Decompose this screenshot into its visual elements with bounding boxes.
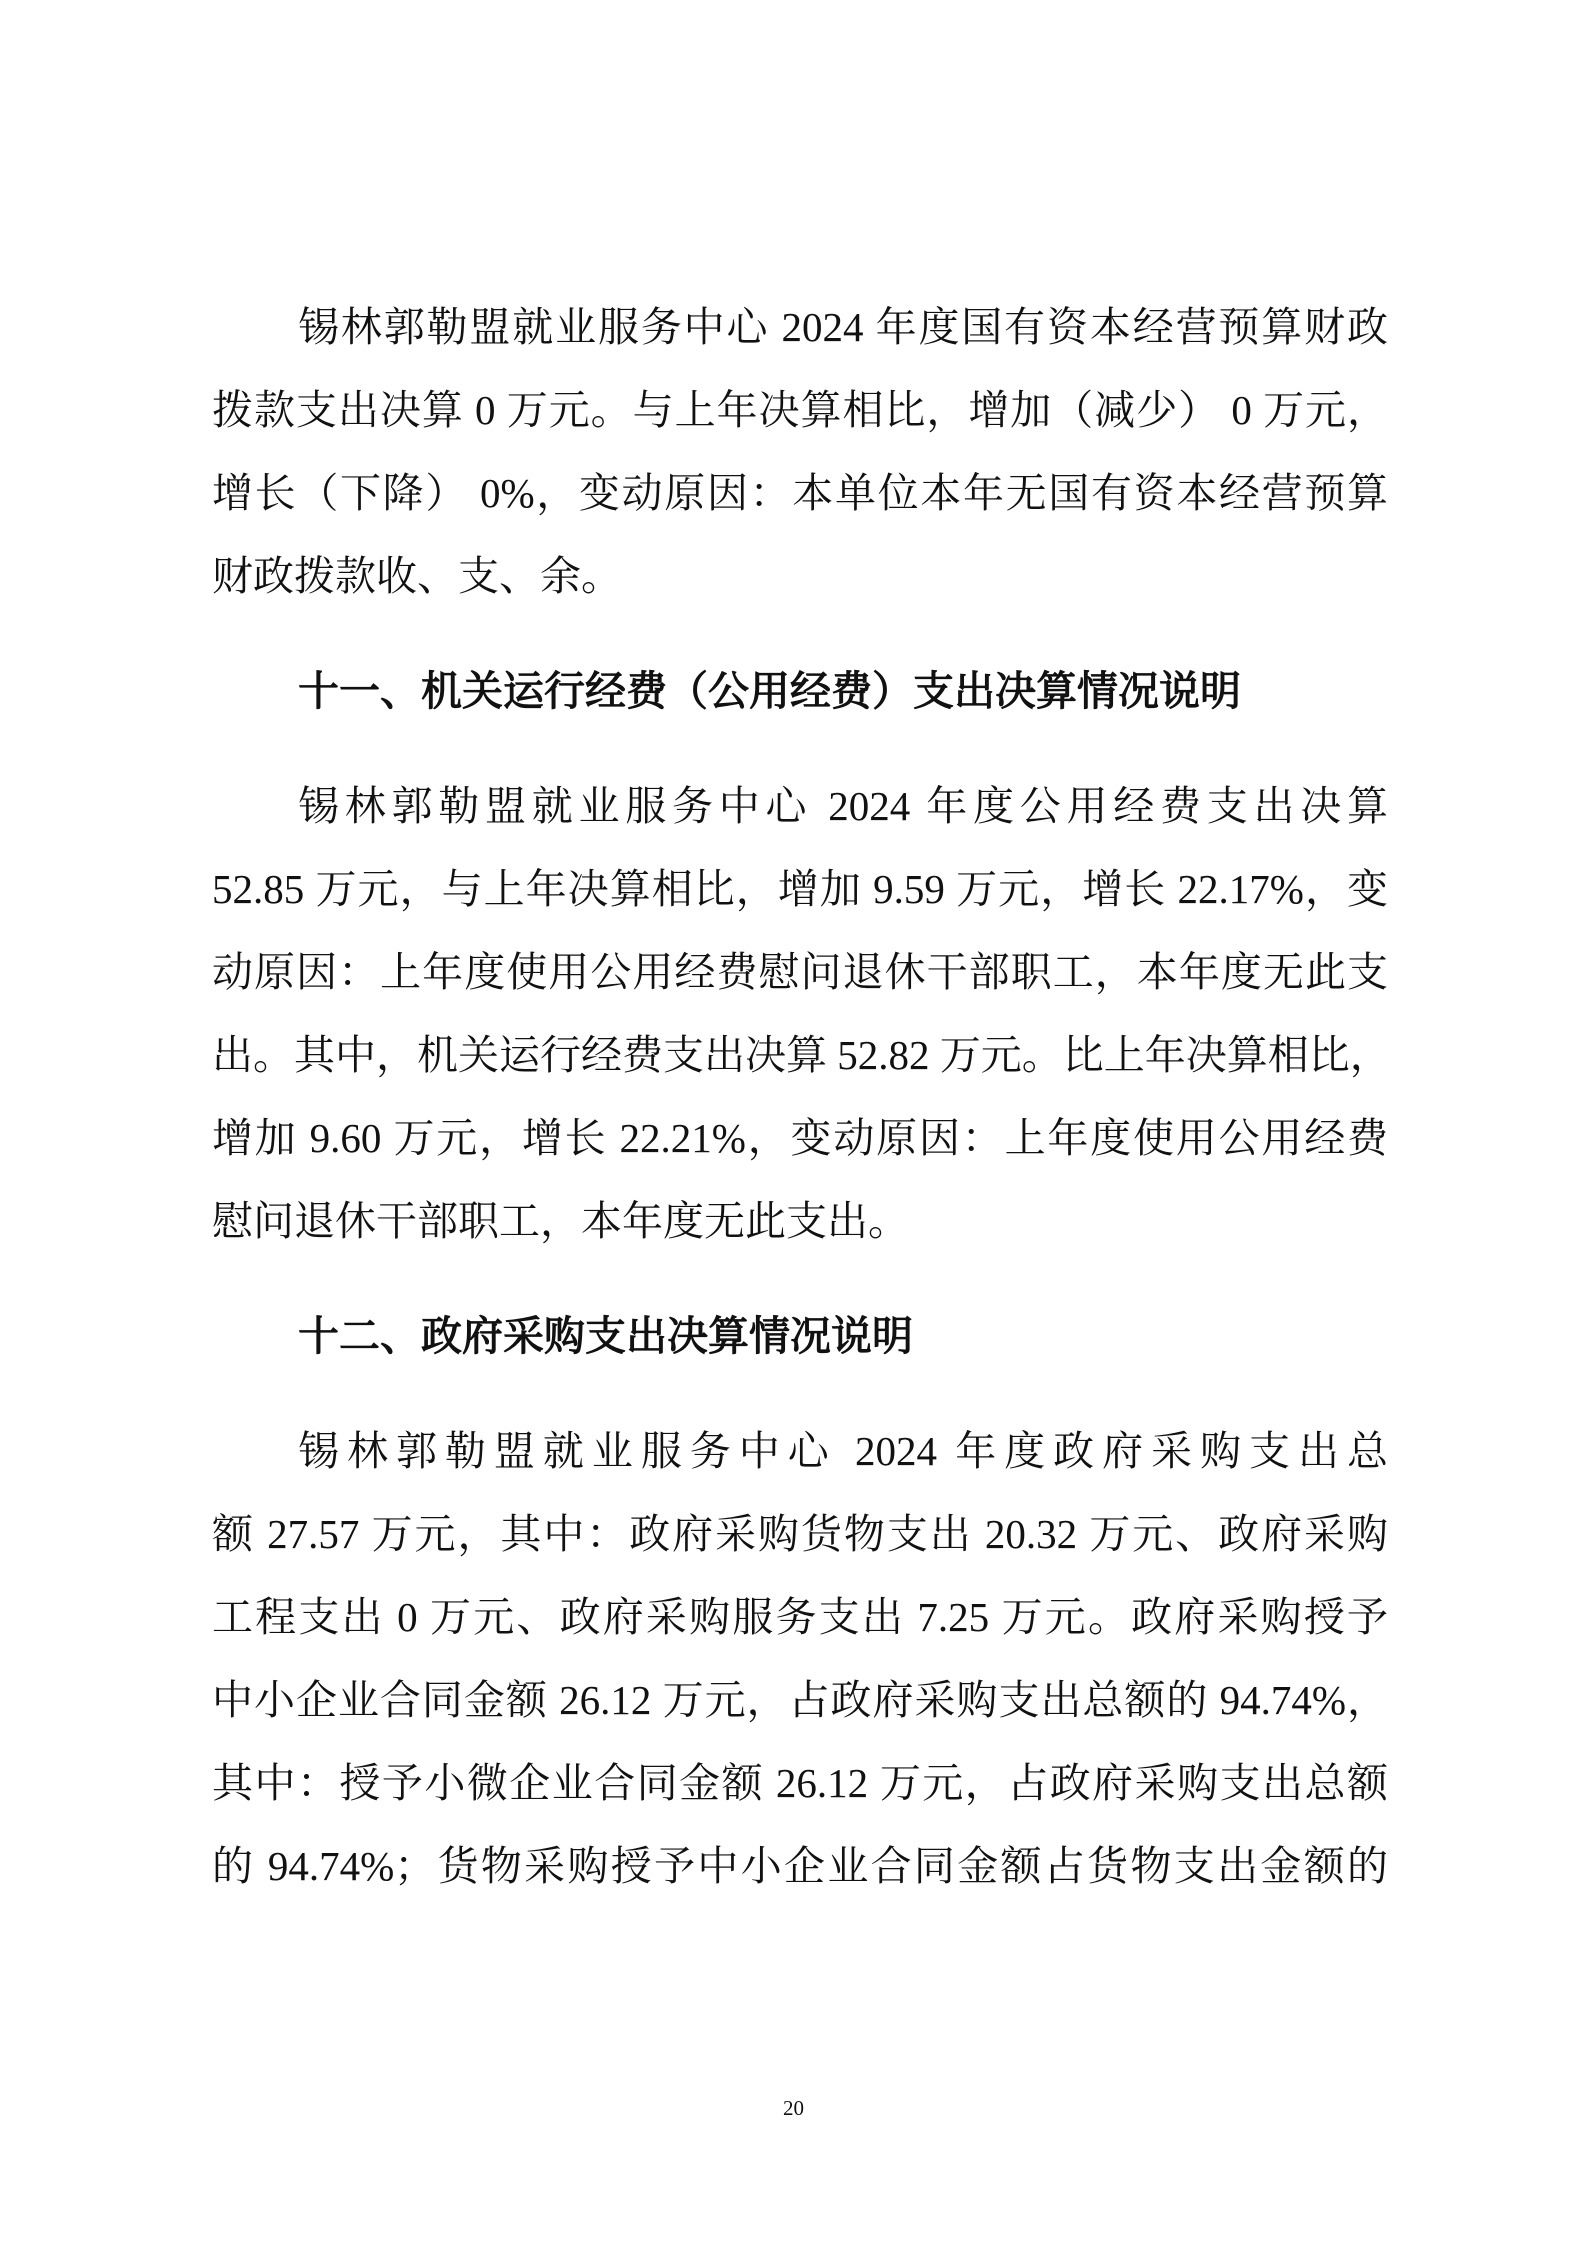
paragraph-line: 锡林郭勒盟就业服务中心 2024 年度公用经费支出决算: [298, 783, 1388, 829]
paragraph-state-capital-budget: [212, 286, 1388, 618]
paragraph-line: 锡林郭勒盟就业服务中心 2024 年度政府采购支出总: [298, 1428, 1388, 1474]
paragraph-government-procurement: [212, 1410, 1388, 1908]
page-number: 20: [783, 2096, 804, 2120]
paragraph-line: 锡林郭勒盟就业服务中心 2024 年度国有资本经营预算财政: [298, 304, 1388, 350]
paragraph-line: 52.85 万元，与上年决算相比，增加 9.59 万元，增长 22.17%，变: [212, 866, 1388, 912]
paragraph-line: 拨款支出决算 0 万元。与上年决算相比，增加（减少） 0 万元，: [212, 387, 1388, 433]
paragraph-line: 出。其中，机关运行经费支出决算 52.82 万元。比上年决算相比，: [212, 1032, 1391, 1078]
paragraph-line: 其中：授予小微企业合同金额 26.12 万元，占政府采购支出总额: [212, 1760, 1388, 1806]
paragraph-line: 中小企业合同金额 26.12 万元，占政府采购支出总额的 94.74%，: [212, 1677, 1388, 1723]
section-heading-12: 十二、政府采购支出决算情况说明: [298, 1313, 913, 1359]
paragraph-line: 动原因：上年度使用公用经费慰问退休干部职工，本年度无此支: [212, 949, 1388, 995]
paragraph-line: 增长（下降） 0%，变动原因：本单位本年无国有资本经营预算: [212, 470, 1388, 516]
page-body: [212, 286, 1391, 1908]
paragraph-line: 财政拨款收、支、余。: [212, 553, 622, 599]
paragraph-public-expenses: [212, 765, 1391, 1263]
paragraph-line: 的 94.74%；货物采购授予中小企业合同金额占货物支出金额的: [212, 1843, 1388, 1889]
paragraph-line: 慰问退休干部职工，本年度无此支出。: [212, 1198, 909, 1244]
paragraph-line: 增加 9.60 万元，增长 22.21%，变动原因：上年度使用公用经费: [212, 1115, 1388, 1161]
paragraph-line: 工程支出 0 万元、政府采购服务支出 7.25 万元。政府采购授予: [212, 1594, 1388, 1640]
section-heading-11: 十一、机关运行经费（公用经费）支出决算情况说明: [298, 668, 1241, 714]
paragraph-line: 额 27.57 万元，其中：政府采购货物支出 20.32 万元、政府采购: [212, 1511, 1388, 1557]
